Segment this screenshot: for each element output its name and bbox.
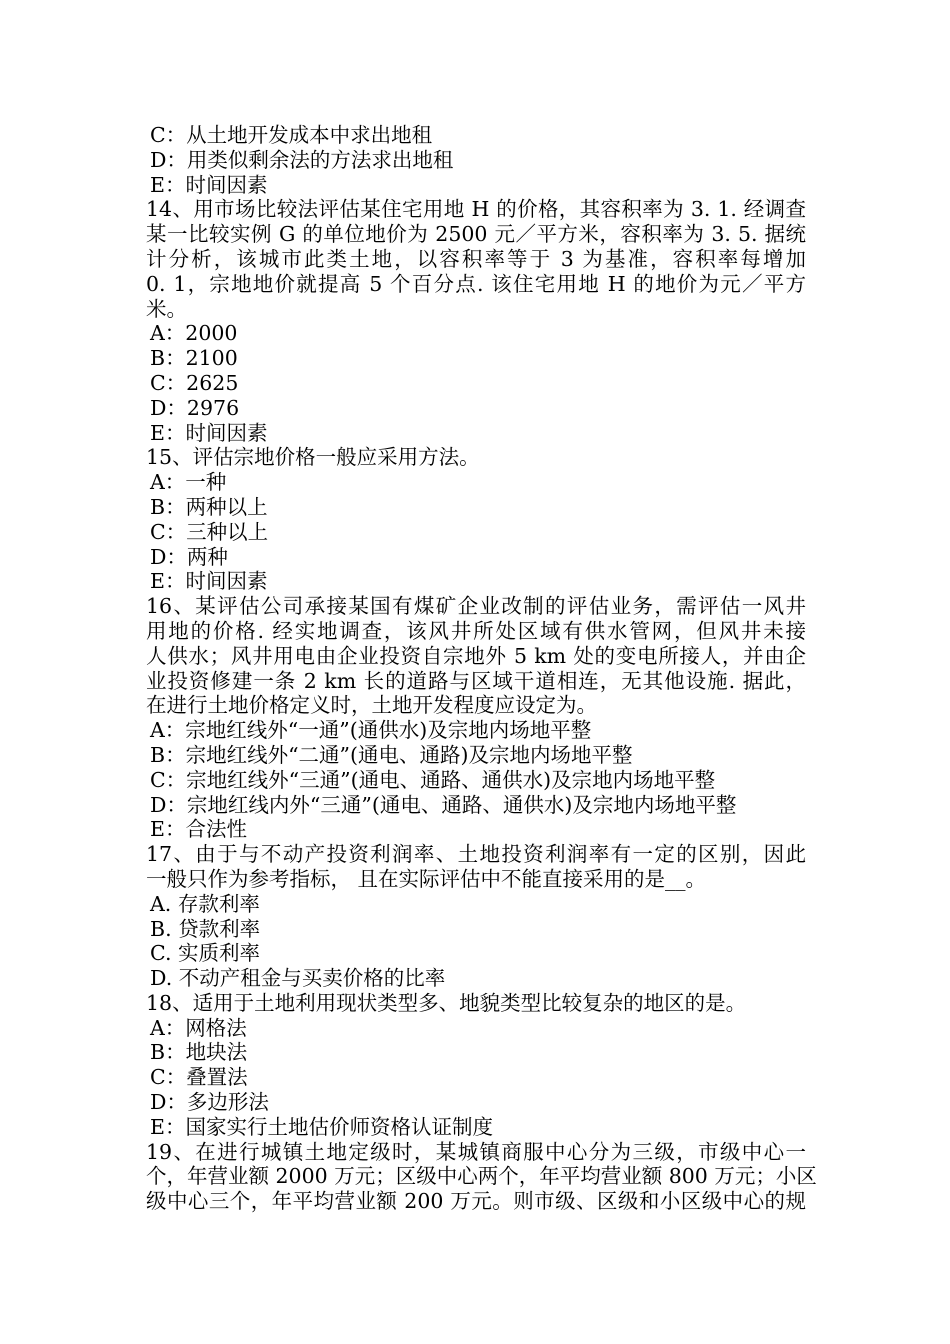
- option-e-line: E：国家实行土地估价师资格认证制度: [150, 1114, 493, 1139]
- option-b-line: B. 贷款利率: [150, 916, 261, 941]
- option-b-line: B：两种以上: [150, 494, 268, 519]
- question-16-line-5: 在进行土地价格定义时，土地开发程度应设定为。: [146, 693, 597, 718]
- question-17-line-2: 一般只作为参考指标， 且在实际评估中不能直接采用的是__。: [146, 866, 707, 891]
- option-c-line: C：2625: [150, 370, 239, 395]
- option-d-line: D. 不动产租金与买卖价格的比率: [150, 966, 446, 991]
- option-14d-line: D：用类似剩余法的方法求出地租: [150, 147, 454, 172]
- question-16-line-4: 业投资修建一条 2 km 长的道路与区域干道相连，无其他设施. 据此，: [146, 668, 806, 693]
- option-a-line: A：网格法: [150, 1015, 247, 1040]
- question-19-line-2: 个，年营业额 2000 万元；区级中心两个，年平均营业额 800 万元；小区: [146, 1164, 817, 1189]
- option-a-line: A：2000: [150, 321, 238, 346]
- question-18-line-1: 18、适用于土地利用现状类型多、地貌类型比较复杂的地区的是。: [146, 990, 747, 1015]
- option-14e-line: E：时间因素: [150, 172, 268, 197]
- option-a-line: A：一种: [150, 470, 227, 495]
- option-c-line: C：宗地红线外“三通”(通电、通路、通供水)及宗地内场地平整: [150, 767, 716, 792]
- option-d-line: D：宗地红线内外“三通”(通电、通路、通供水)及宗地内场地平整: [150, 792, 737, 817]
- question-19-line-3: 级中心三个，年平均营业额 200 万元。则市级、区级和小区级中心的规: [146, 1189, 806, 1214]
- question-14-line-4: 0. 1，宗地地价就提高 5 个百分点. 该住宅用地 H 的地价为元／平方: [146, 271, 806, 296]
- question-14-line-2: 某一比较实例 G 的单位地价为 2500 元／平方米，容积率为 3. 5. 据统: [146, 222, 806, 247]
- question-19-line-1: 19、在进行城镇土地定级时，某城镇商服中心分为三级，市级中心一: [146, 1139, 806, 1164]
- question-14-line-1: 14、用市场比较法评估某住宅用地 H 的价格，其容积率为 3. 1. 经调查: [146, 197, 806, 222]
- option-d-line: D：两种: [150, 544, 228, 569]
- option-b-line: B：宗地红线外“二通”(通电、通路)及宗地内场地平整: [150, 742, 633, 767]
- option-a-line: A. 存款利率: [150, 891, 260, 916]
- option-b-line: B：2100: [150, 346, 238, 371]
- question-16-line-3: 人供水；风井用电由企业投资自宗地外 5 km 处的变电所接人，并由企: [146, 643, 806, 668]
- option-d-line: D：多边形法: [150, 1090, 269, 1115]
- option-d-line: D：2976: [150, 395, 240, 420]
- option-14c-line: C：从土地开发成本中求出地租: [150, 123, 433, 147]
- option-c-line: C：叠置法: [150, 1065, 248, 1090]
- option-e-line: E：合法性: [150, 817, 247, 842]
- option-c-line: C：三种以上: [150, 519, 269, 544]
- option-e-line: E：时间因素: [150, 420, 268, 445]
- option-e-line: E：时间因素: [150, 569, 268, 594]
- question-16-line-2: 用地的价格. 经实地调查，该风井所处区域有供水管网，但风井未接: [146, 618, 806, 643]
- question-17-line-1: 17、由于与不动产投资利润率、土地投资利润率有一定的区别，因此: [146, 842, 806, 867]
- question-14-line-5: 米。: [146, 296, 187, 321]
- question-15-line-1: 15、评估宗地价格一般应采用方法。: [146, 445, 480, 470]
- option-a-line: A：宗地红线外“一通”(通供水)及宗地内场地平整: [150, 718, 592, 743]
- question-14-line-3: 计分析，该城市此类土地，以容积率等于 3 为基准，容积率每增加: [146, 246, 806, 271]
- question-16-line-1: 16、某评估公司承接某国有煤矿企业改制的评估业务，需评估一风井: [146, 594, 806, 619]
- option-c-line: C. 实质利率: [150, 941, 260, 966]
- option-b-line: B：地块法: [150, 1040, 248, 1065]
- document-page: [146, 123, 817, 1214]
